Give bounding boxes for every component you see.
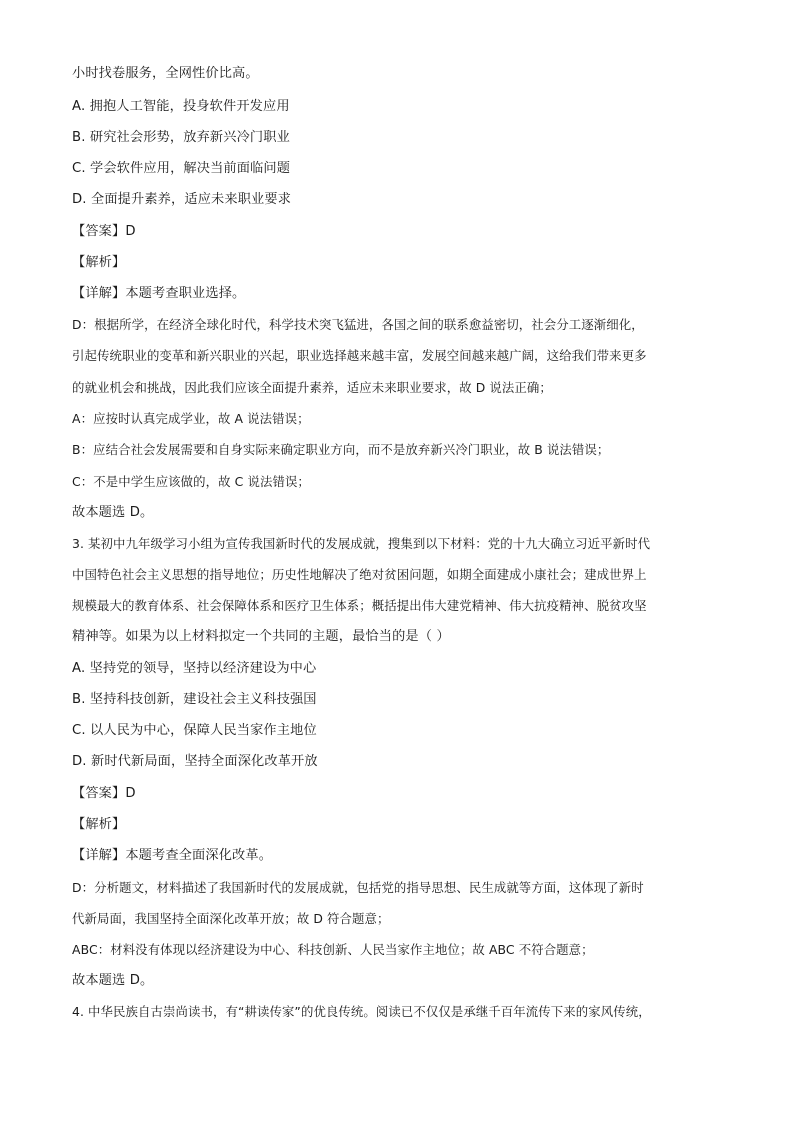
explanation-line: ABC：材料没有体现以经济建设为中心、科技创新、人民当家作主地位；故 ABC 不符合题意； [72,942,594,957]
conclusion-line: 故本题选 D。 [72,973,154,988]
option-b: B. 坚持科技创新，建设社会主义科技强国 [72,692,317,707]
question-3-stem: 3. 某初中九年级学习小组为宣传我国新时代的发展成就，搜集到以下材料：党的十九大确立习近平新时代 [72,536,651,551]
answer-label: 【答案】D [72,786,136,801]
question-4-stem: 4. 中华民族自古崇尚读书，有“耕读传家”的优良传统。阅读已不仅仅是承继千百年流传下来的家风传统， [72,1004,651,1019]
option-c: C. 学会软件应用，解决当前面临问题 [72,161,291,176]
explanation-line: C：不是中学生应该做的，故 C 说法错误； [72,474,310,489]
option-a: A. 拥抱人工智能，投身软件开发应用 [72,99,290,114]
explanation-line: A：应按时认真完成学业，故 A 说法错误； [72,411,310,426]
option-d: D. 新时代新局面，坚持全面深化改革开放 [72,754,318,769]
option-d: D. 全面提升素养，适应未来职业要求 [72,192,292,207]
analysis-label: 【解析】 [72,255,126,270]
conclusion-line: 故本题选 D。 [72,505,154,520]
explanation-line: D：分析题文，材料描述了我国新时代的发展成就，包括党的指导思想、民生成就等方面，这体现了新时 [72,880,644,895]
option-b: B. 研究社会形势，放弃新兴冷门职业 [72,130,290,145]
explanation-line: B：应结合社会发展需要和自身实际来确定职业方向，而不是放弃新兴冷门职业，故 B 说法错误； [72,442,610,457]
answer-label: 【答案】D [72,224,136,239]
explanation-line: D：根据所学，在经济全球化时代，科学技术突飞猛进，各国之间的联系愈益密切，社会分工逐渐细化， [72,317,644,332]
question-3-stem: 精神等。如果为以上材料拟定一个共同的主题，最恰当的是（ ） [72,629,450,644]
option-a: A. 坚持党的领导，坚持以经济建设为中心 [72,661,317,676]
question-3-stem: 中国特色社会主义思想的指导地位；历史性地解决了绝对贫困问题，如期全面建成小康社会；建成世界上 [72,567,647,582]
analysis-label: 【解析】 [72,817,126,832]
explanation-line: 引起传统职业的变革和新兴职业的兴起，职业选择越来越丰富，发展空间越来越广阔，这给我们带来更多 [72,348,647,363]
detail-heading: 【详解】本题考查职业选择。 [72,286,246,301]
explanation-line: 的就业机会和挑战，因此我们应该全面提升素养，适应未来职业要求，故 D 说法正确； [72,380,552,395]
question-3-stem: 规模最大的教育体系、社会保障体系和医疗卫生体系；概括提出伟大建党精神、伟大抗疫精神、脱贫攻坚 [72,598,647,613]
detail-heading: 【详解】本题考查全面深化改革。 [72,848,273,863]
option-c: C. 以人民为中心，保障人民当家作主地位 [72,723,317,738]
explanation-line: 代新局面，我国坚持全面深化改革开放；故 D 符合题意； [72,911,390,926]
text-line: 小时找卷服务，全网性价比高。 [72,66,259,81]
